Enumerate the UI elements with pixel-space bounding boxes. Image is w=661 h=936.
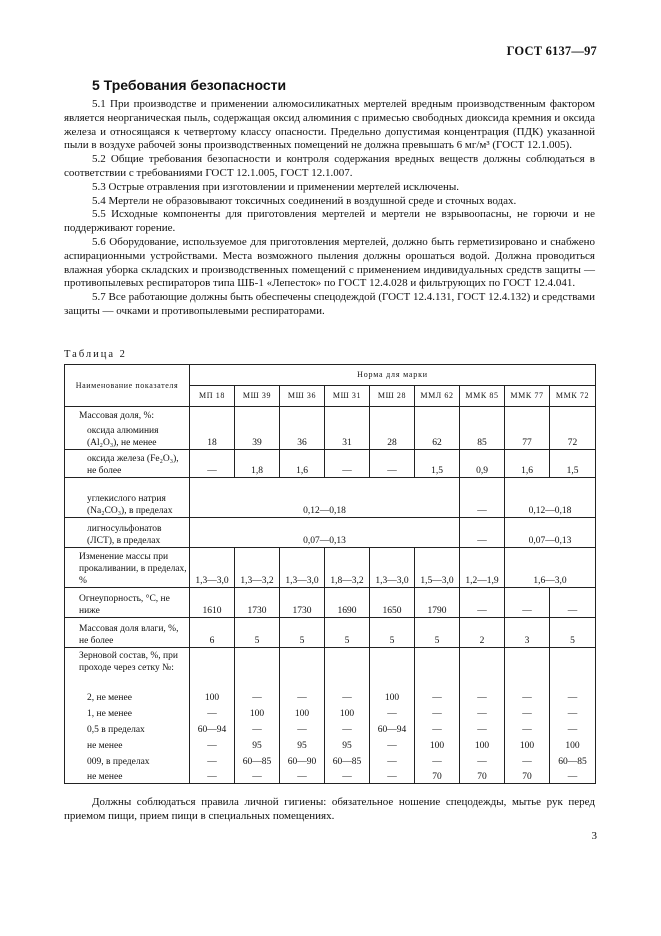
table-cell: 1790 <box>415 588 460 618</box>
table-cell: — <box>550 768 596 784</box>
table-cell: — <box>460 518 505 548</box>
table-cell: 62 <box>415 422 460 450</box>
table-row <box>65 648 596 688</box>
paragraph-5-6: 5.6 Оборудование, используемое для приготовления мертелей, должно быть герметизировано и снабжено аспирационными устройствами. Места возможного пыления должны орошаться водой. Должна проводиться влажная уборка складских и производственных помещений с применением индивидуальных средств защиты — противопылевых респираторов типа ШБ-1 «Лепесток» по ГОСТ 12.4.028 и фильтрующих по ГОСТ 12.4.041. <box>64 235 595 290</box>
table-cell: — <box>415 720 460 736</box>
table-row <box>65 768 596 784</box>
table-cell: — <box>460 588 505 618</box>
table-cell: 36 <box>280 422 325 450</box>
table-cell: — <box>190 768 235 784</box>
section-title: 5 Требования безопасности <box>92 77 287 93</box>
table-cell: 5 <box>370 618 415 648</box>
table-cell: — <box>460 688 505 704</box>
table-cell: — <box>415 688 460 704</box>
table-cell: 0,9 <box>460 450 505 478</box>
table-cell: — <box>370 752 415 768</box>
table-cell: — <box>505 588 550 618</box>
table-cell: 95 <box>325 736 370 752</box>
table-row <box>65 720 596 736</box>
table-cell: — <box>460 478 505 518</box>
table-cell: 95 <box>235 736 280 752</box>
table-cell: — <box>550 720 596 736</box>
table-cell: 60—90 <box>280 752 325 768</box>
table-cell: 1,3—3,0 <box>190 548 235 588</box>
table-cell: 1,2—1,9 <box>460 548 505 588</box>
row-label: оксида железа (Fe₂O₃), не более <box>65 450 190 478</box>
table-row <box>65 548 596 588</box>
table-cell: 60—94 <box>370 720 415 736</box>
brand-header: ММК 77 <box>505 386 550 407</box>
table-cell: — <box>190 752 235 768</box>
table-cell: 1,3—3,0 <box>280 548 325 588</box>
table-cell: — <box>190 736 235 752</box>
table-cell: — <box>415 704 460 720</box>
table-caption: Таблица 2 <box>64 349 127 360</box>
table-cell: 60—85 <box>550 752 596 768</box>
table-row <box>65 688 596 704</box>
table-cell: 1,5—3,0 <box>415 548 460 588</box>
table-row <box>65 736 596 752</box>
table-cell: — <box>325 450 370 478</box>
row-label: 2, не менее <box>65 688 190 704</box>
table-cell: — <box>325 768 370 784</box>
table-cell: 0,07—0,13 <box>190 518 460 548</box>
table-cell: 31 <box>325 422 370 450</box>
row-label: не менее <box>65 768 190 784</box>
table-cell: 1,5 <box>415 450 460 478</box>
hygiene-text: Должны соблюдаться правила личной гигиены: обязательное ношение спецодежды, мытье рук перед приемом пищи, прием пищи в специальных помещениях. <box>64 796 595 822</box>
table-cell: 5 <box>415 618 460 648</box>
table-cell: 1690 <box>325 588 370 618</box>
table-cell: 1,6 <box>280 450 325 478</box>
table-cell: — <box>505 720 550 736</box>
table-cell: 60—85 <box>325 752 370 768</box>
paragraph-5-1: 5.1 При производстве и применении алюмосиликатных мертелей вредным производственным фактором является неорганическая пыль, содержащая оксид алюминия с примесью свободных диоксида кремния и оксида железа и относящаяся к четвертому классу опасности. Предельно допустимая концентрация (ПДК) указанной пыли в воздухе рабочей зоны производственных помещений не должна превышать 6 мг/м³ (ГОСТ 12.1.005). <box>64 98 595 152</box>
table-row <box>65 618 596 648</box>
paragraph-5-5: 5.5 Исходные компоненты для приготовления мертелей и мертели не взрывоопасны, не горючи и не поддерживают горение. <box>64 208 595 235</box>
header-indicator-name: Наименование показателя <box>65 365 190 407</box>
row-label: Массовая доля влаги, %, не более <box>65 618 190 648</box>
table-cell: 100 <box>370 688 415 704</box>
table-cell: 5 <box>325 618 370 648</box>
table-cell: 6 <box>190 618 235 648</box>
table-cell: 70 <box>415 768 460 784</box>
table-cell: — <box>190 450 235 478</box>
table-cell: 1610 <box>190 588 235 618</box>
table-cell: — <box>280 688 325 704</box>
table-row <box>65 478 596 518</box>
row-label: Изменение массы при прокаливании, в пределах, % <box>65 548 190 588</box>
table-cell: — <box>235 688 280 704</box>
table-cell: 70 <box>505 768 550 784</box>
row-label: 0,5 в пределах <box>65 720 190 736</box>
table-cell: 1,6 <box>505 450 550 478</box>
table-cell: — <box>235 768 280 784</box>
table-cell: 100 <box>325 704 370 720</box>
page-number: 3 <box>591 830 597 842</box>
table-cell: 100 <box>550 736 596 752</box>
brand-header: МП 18 <box>190 386 235 407</box>
table-cell: 1,3—3,0 <box>370 548 415 588</box>
table-cell: — <box>550 688 596 704</box>
brand-header: ММЛ 62 <box>415 386 460 407</box>
table-cell: 18 <box>190 422 235 450</box>
requirements-table <box>64 364 596 784</box>
table-cell: 0,12—0,18 <box>505 478 596 518</box>
row-label: Огнеупорность, °С, не ниже <box>65 588 190 618</box>
table-cell: — <box>460 704 505 720</box>
table-cell: — <box>370 736 415 752</box>
table-cell: 77 <box>505 422 550 450</box>
table-row <box>65 407 596 422</box>
table-cell: 39 <box>235 422 280 450</box>
header-norm: Норма для марки <box>190 365 596 386</box>
table-cell: — <box>370 450 415 478</box>
table-cell: — <box>550 704 596 720</box>
paragraph-5-4: 5.4 Мертели не образовывают токсичных соединений в воздушной среде и сточных водах. <box>92 194 517 207</box>
table-cell: 1,6—3,0 <box>505 548 596 588</box>
table-cell: 0,07—0,13 <box>505 518 596 548</box>
table-cell: — <box>280 720 325 736</box>
brand-header: МШ 31 <box>325 386 370 407</box>
table-cell: — <box>505 752 550 768</box>
brand-header: ММК 85 <box>460 386 505 407</box>
table-cell: — <box>550 588 596 618</box>
table-row <box>65 588 596 618</box>
paragraph-5-3: 5.3 Острые отравления при изготовлении и применении мертелей исключены. <box>92 180 459 193</box>
row-label: Массовая доля, %: <box>65 407 190 422</box>
table-cell: — <box>235 720 280 736</box>
table-cell: 1730 <box>235 588 280 618</box>
standard-code: ГОСТ 6137—97 <box>506 44 597 58</box>
brand-header: МШ 39 <box>235 386 280 407</box>
row-label: 1, не менее <box>65 704 190 720</box>
table-cell: 5 <box>280 618 325 648</box>
table-cell: 100 <box>235 704 280 720</box>
table-cell: 100 <box>505 736 550 752</box>
table-cell: — <box>190 704 235 720</box>
table-cell: — <box>415 752 460 768</box>
table-cell: — <box>325 720 370 736</box>
table-row <box>65 518 596 548</box>
table-cell: 1,8 <box>235 450 280 478</box>
table-cell: 95 <box>280 736 325 752</box>
table-cell: — <box>370 768 415 784</box>
table-row <box>65 422 596 450</box>
row-label: лигносульфонатов (ЛСТ), в пределах <box>65 518 190 548</box>
table-cell: 1,5 <box>550 450 596 478</box>
paragraph-5-7: 5.7 Все работающие должны быть обеспечены спецодеждой (ГОСТ 12.4.131, ГОСТ 12.4.132) и средствами защиты — очками и противопылевыми респираторами. <box>64 291 595 317</box>
table-cell: 28 <box>370 422 415 450</box>
table-cell: — <box>460 752 505 768</box>
table-cell: 85 <box>460 422 505 450</box>
table-cell: 1730 <box>280 588 325 618</box>
paragraph-5-2: 5.2 Общие требования безопасности и контроля содержания вредных веществ должны соблюдаться в соответствии с требованиями ГОСТ 12.1.005, ГОСТ 12.1.007. <box>64 153 595 179</box>
table-cell: 0,12—0,18 <box>190 478 460 518</box>
table-cell: 60—94 <box>190 720 235 736</box>
table-cell: — <box>505 688 550 704</box>
brand-header: МШ 28 <box>370 386 415 407</box>
table-cell: 1,8—3,2 <box>325 548 370 588</box>
table-cell: 70 <box>460 768 505 784</box>
table-cell: 100 <box>415 736 460 752</box>
table-row <box>65 752 596 768</box>
table-cell: 100 <box>460 736 505 752</box>
brand-header: ММК 72 <box>550 386 596 407</box>
table-cell: — <box>325 688 370 704</box>
table-header-row <box>65 365 596 386</box>
table-cell: 5 <box>235 618 280 648</box>
table-row <box>65 704 596 720</box>
brand-header: МШ 36 <box>280 386 325 407</box>
table-cell: 1,3—3,2 <box>235 548 280 588</box>
table-row <box>65 450 596 478</box>
row-label: не менее <box>65 736 190 752</box>
row-label: углекислого натрия (Na₂CO₃), в пределах <box>65 478 190 518</box>
table-cell: 60—85 <box>235 752 280 768</box>
section-body <box>64 98 595 319</box>
table-cell: 100 <box>190 688 235 704</box>
table-cell: — <box>370 704 415 720</box>
row-label: оксида алюминия (Al₂O₃), не менее <box>65 422 190 450</box>
table-cell: 1650 <box>370 588 415 618</box>
table-cell: 3 <box>505 618 550 648</box>
table-cell: — <box>280 768 325 784</box>
table-cell: 5 <box>550 618 596 648</box>
row-label: 009, в пределах <box>65 752 190 768</box>
table-cell: — <box>460 720 505 736</box>
table-cell: — <box>505 704 550 720</box>
table-cell: 72 <box>550 422 596 450</box>
hygiene-paragraph <box>64 796 595 824</box>
table-cell: 2 <box>460 618 505 648</box>
row-label: Зерновой состав, %, при проходе через сетку №: <box>65 648 190 688</box>
table-cell: 100 <box>280 704 325 720</box>
